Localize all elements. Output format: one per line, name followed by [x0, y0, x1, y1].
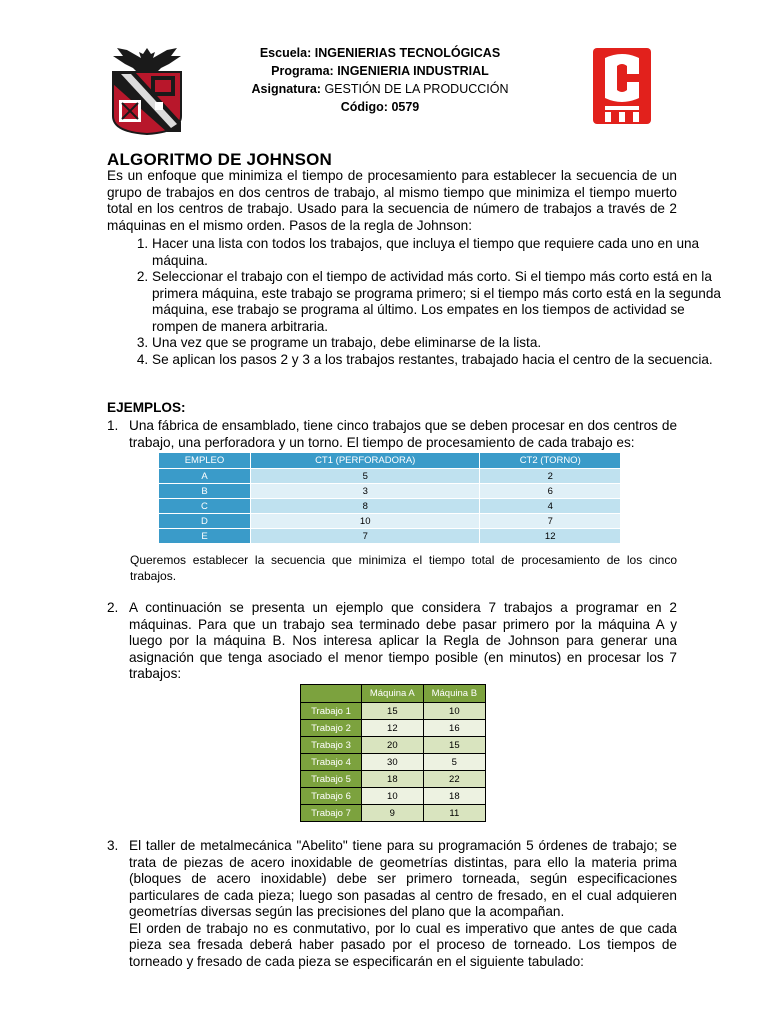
table-cell: A — [159, 469, 251, 484]
table-header-cell: EMPLEO — [159, 453, 251, 469]
table-cell: 30 — [362, 754, 424, 771]
table-row — [159, 529, 621, 544]
example-number: 2. — [107, 600, 119, 615]
example-number: 1. — [107, 418, 119, 433]
table-header-row — [301, 685, 486, 703]
header-escuela — [230, 44, 530, 62]
table-cell: Trabajo 5 — [301, 771, 362, 788]
table-cell: Trabajo 3 — [301, 737, 362, 754]
table-cell: 7 — [480, 514, 621, 529]
institution-logo — [585, 46, 659, 126]
table-cell: 15 — [423, 737, 485, 754]
asignatura-label: Asignatura: — [251, 82, 321, 96]
table-cell: 5 — [250, 469, 479, 484]
step-item: 1. Hacer una lista con todos los trabajos, que incluya el tiempo que requiere cada uno en una máquina. — [152, 236, 722, 269]
table-cell: 7 — [250, 529, 479, 544]
table-cell: 18 — [423, 788, 485, 805]
table-cell: 16 — [423, 720, 485, 737]
table-row — [159, 514, 621, 529]
table-cell: 3 — [250, 484, 479, 499]
table-cell: Trabajo 1 — [301, 703, 362, 720]
example-2 — [107, 600, 677, 683]
page-title: ALGORITMO DE JOHNSON — [107, 150, 333, 169]
intro-paragraph: Es un enfoque que minimiza el tiempo de procesamiento para establecer la secuencia de un grupo de trabajos en dos centros de trabajo, al mismo tiempo que minimiza el tiempo muerto total en los centros de trabajo. Usado para la secuencia de número de trabajos a través de 2 máquinas en el mismo orden. Pasos de la regla de Johnson: — [107, 168, 677, 233]
table-row — [301, 703, 486, 720]
table-cell: 10 — [362, 788, 424, 805]
table-cell: 2 — [480, 469, 621, 484]
table-cell: 6 — [480, 484, 621, 499]
table-row — [159, 499, 621, 514]
header-codigo — [230, 98, 530, 116]
table-header-cell: CT2 (TORNO) — [480, 453, 621, 469]
table-cell: Trabajo 2 — [301, 720, 362, 737]
example-text: El taller de metalmecánica "Abelito" tiene para su programación 5 órdenes de trabajo; se trata de piezas de acero inoxidable de geometrías distintas, para ello la materia prima (bloques de acero inoxidable) debe ser primero torneada, según especificaciones particulares de cada pieza; luego son pasadas al centro de fresado, en el cual adquieren geometrías diversas según las precisiones del plano que la acompañan. — [129, 838, 677, 919]
header-asignatura — [230, 80, 530, 98]
step-item: 3. Una vez que se programe un trabajo, debe eliminarse de la lista. — [152, 335, 722, 352]
johnson-steps-list — [107, 236, 722, 368]
table-row — [159, 469, 621, 484]
example-text: A continuación se presenta un ejemplo que considera 7 trabajos a programar en 2 máquinas. Para que un trabajo sea terminado debe pasar primero por la máquina A y luego por la máquina B. Nos interesa aplicar la Regla de Johnson para generar una asignación que tenga asociado el menor tiempo posible (en minutos) en procesar los 7 trabajos: — [129, 600, 677, 681]
example-number: 3. — [107, 838, 119, 853]
example-text-continued: El orden de trabajo no es conmutativo, por lo cual es imperativo que antes de que cada pieza sea fresada deberá haber pasado por el proceso de torneado. Los tiempos de torneado y fresado de cada pieza se especificarán en el siguiente tabulado: — [129, 920, 677, 969]
table-header-cell: Máquina B — [423, 685, 485, 703]
examples-heading: EJEMPLOS: — [107, 400, 186, 415]
table-row — [159, 484, 621, 499]
escuela-label: Escuela: — [259, 46, 312, 60]
escuela-value: INGENIERIAS TECNOLÓGICAS — [314, 46, 501, 60]
table-cell: 4 — [480, 499, 621, 514]
table-header-cell: CT1 (PERFORADORA) — [250, 453, 479, 469]
example-1-table — [158, 452, 621, 544]
table-cell: 8 — [250, 499, 479, 514]
table-cell: 10 — [423, 703, 485, 720]
table-cell: 11 — [423, 805, 485, 822]
table-cell: 9 — [362, 805, 424, 822]
table-header-cell — [301, 685, 362, 703]
table-cell: Trabajo 7 — [301, 805, 362, 822]
table-cell: D — [159, 514, 251, 529]
table-cell: 12 — [362, 720, 424, 737]
step-item: 2. Seleccionar el trabajo con el tiempo de actividad más corto. Si el tiempo más corto está en la primera máquina, este trabajo se programa primero; si el tiempo más corto está en la segunda máquina, ese trabajo se programa al último. Los empates en los tiempos de actividad se rompen de manera arbitraria. — [152, 269, 722, 335]
table-row — [301, 737, 486, 754]
table-row — [301, 788, 486, 805]
eagle-crest-icon — [107, 44, 187, 136]
example-text: Una fábrica de ensamblado, tiene cinco trabajos que se deben procesar en dos centros de trabajo, una perforadora y un torno. El tiempo de procesamiento de cada trabajo es: — [129, 418, 677, 450]
university-crest-logo — [107, 44, 187, 136]
table-cell: B — [159, 484, 251, 499]
example-3 — [107, 838, 677, 970]
programa-value: INGENIERIA INDUSTRIAL — [337, 64, 489, 78]
table-cell: Trabajo 6 — [301, 788, 362, 805]
table-header-cell: Máquina A — [362, 685, 424, 703]
table-cell: E — [159, 529, 251, 544]
table-cell: 15 — [362, 703, 424, 720]
codigo-value: 0579 — [391, 100, 420, 114]
table-cell: 20 — [362, 737, 424, 754]
table-cell: C — [159, 499, 251, 514]
table-cell: 12 — [480, 529, 621, 544]
example-1 — [107, 418, 677, 451]
document-header — [230, 44, 530, 116]
table-cell: 18 — [362, 771, 424, 788]
table-cell: 22 — [423, 771, 485, 788]
red-emblem-icon — [585, 46, 659, 126]
table-cell: 5 — [423, 754, 485, 771]
table-row — [301, 805, 486, 822]
codigo-label: Código: — [340, 100, 388, 114]
table-row — [301, 754, 486, 771]
example-1-note: Queremos establecer la secuencia que minimiza el tiempo total de procesamiento de los cinco trabajos. — [130, 553, 677, 583]
step-item: 4. Se aplican los pasos 2 y 3 a los trabajos restantes, trabajado hacia el centro de la secuencia. — [152, 352, 722, 369]
example-2-table — [300, 684, 486, 822]
table-cell: Trabajo 4 — [301, 754, 362, 771]
header-programa — [230, 62, 530, 80]
table-row — [301, 720, 486, 737]
asignatura-value: GESTIÓN DE LA PRODUCCIÓN — [324, 82, 509, 96]
programa-label: Programa: — [271, 64, 334, 78]
table-cell: 10 — [250, 514, 479, 529]
table-row — [301, 771, 486, 788]
table-header-row — [159, 453, 621, 469]
